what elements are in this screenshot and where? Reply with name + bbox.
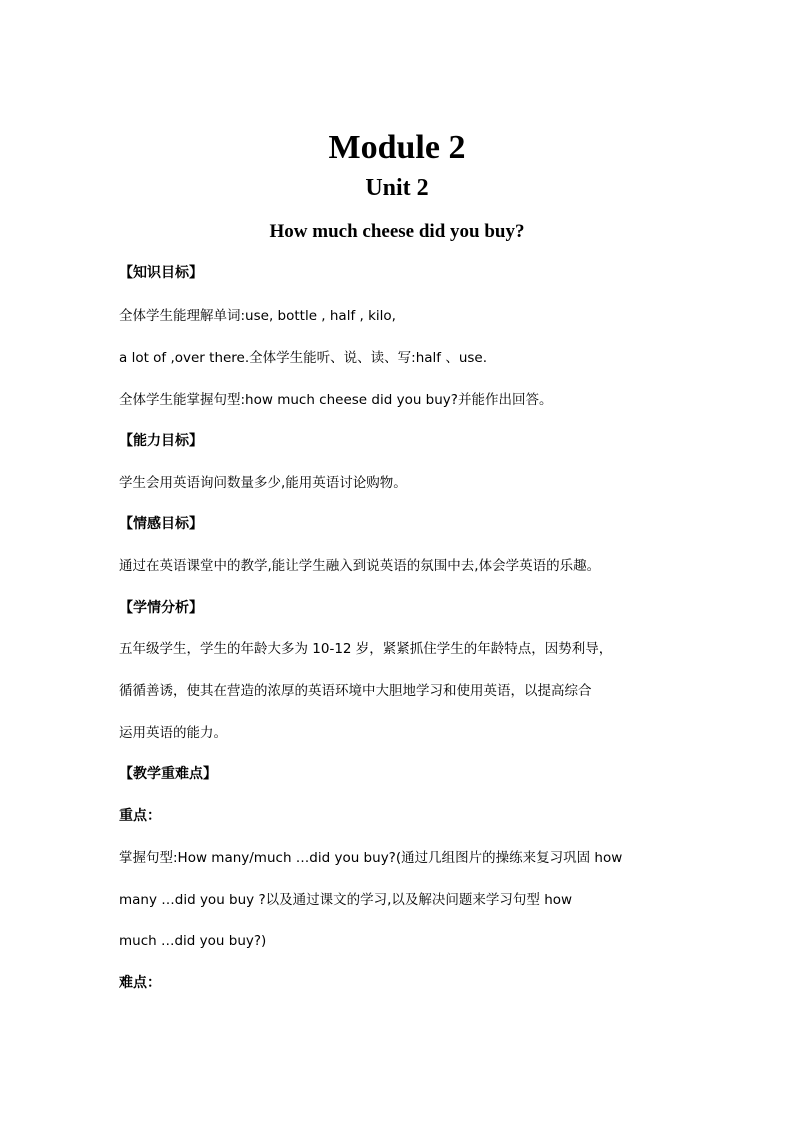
emotion-line-1: 通过在英语课堂中的教学,能让学生融入到说英语的氛围中去,体会学英语的乐趣。 [119, 558, 601, 574]
focus-label: 重点： [119, 808, 161, 824]
module-title: Module 2 [328, 129, 466, 166]
knowledge-line-2: a lot of ,over there.全体学生能听、说、读、写:half 、use. [119, 350, 488, 366]
difficulty-label: 难点： [119, 975, 161, 991]
ability-line-1: 学生会用英语询问数量多少,能用英语讨论购物。 [119, 475, 407, 491]
unit-title: Unit 2 [365, 175, 429, 201]
focus-line-2: many …did you buy ?以及通过课文的学习,以及解决问题来学习句型 how [119, 892, 573, 908]
learner-analysis-heading: 【学情分析】 [119, 600, 203, 616]
knowledge-goals-heading: 【知识目标】 [119, 265, 203, 281]
knowledge-line-1: 全体学生能理解单词:use, bottle , half , kilo, [119, 308, 396, 324]
focus-line-1: 掌握句型:How many/much …did you buy?(通过几组图片的操练来复习巩固 how [119, 850, 623, 866]
analysis-line-2: 循循善诱，使其在营造的浓厚的英语环境中大胆地学习和使用英语，以提高综合 [119, 683, 592, 699]
knowledge-line-3: 全体学生能掌握句型:how much cheese did you buy?并能作出回答。 [119, 392, 553, 408]
lesson-subtitle: How much cheese did you buy? [269, 221, 525, 242]
analysis-line-3: 运用英语的能力。 [119, 725, 227, 741]
emotion-goals-heading: 【情感目标】 [119, 516, 203, 532]
focus-line-3: much …did you buy?) [119, 933, 267, 949]
ability-goals-heading: 【能力目标】 [119, 433, 203, 449]
analysis-line-1: 五年级学生，学生的年龄大多为 10-12 岁，紧紧抓住学生的年龄特点，因势利导， [119, 641, 613, 657]
key-points-heading: 【教学重难点】 [119, 766, 217, 782]
